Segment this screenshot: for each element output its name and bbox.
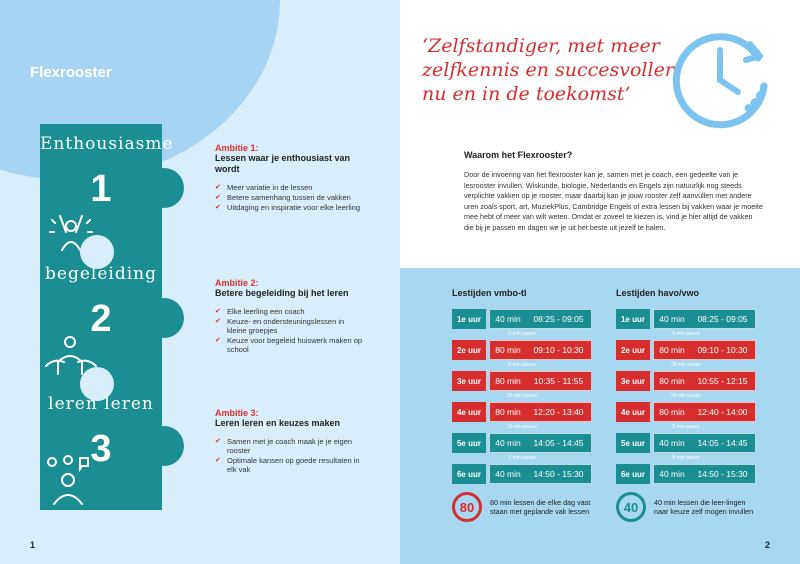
ambitie-2 [215,278,365,355]
slot-time [653,309,756,329]
list-item: ✔ Samen met je coach maak je je eigen rooster [215,437,365,455]
legend-text: 40 min lessen die leer-lingen naar keuze zelf mogen invullen [654,498,754,516]
clock-icon [668,22,778,132]
ambitie-list [215,437,365,474]
slot-label: 2e uur [616,340,650,360]
ambitie-list [215,183,365,212]
ambitie-3 [215,408,365,475]
pause-label: 25 min pauze [506,393,538,399]
table-row [616,309,756,329]
table-row [452,309,592,329]
slot-range: 14:50 - 15:30 [697,469,748,479]
ambitie-heading: Leren leren en keuzes maken [215,418,341,428]
schedule-title: Lestijden havo/vwo [616,288,700,298]
slot-minutes: 40 min [659,314,685,324]
ambitie-list [215,307,365,354]
slot-minutes: 80 min [495,376,521,386]
puzzle-title-3: leren leren [48,394,154,414]
list-item: ✔ Optimale kansen op goede resultaten in elk vak [215,456,365,474]
slot-time [489,402,592,422]
puzzle-title-1: Enthousiasme [40,134,174,154]
slot-minutes: 40 min [659,438,685,448]
ambitie-label: Ambitie 1: [215,143,259,153]
table-row [616,464,756,484]
slot-range: 08:25 - 09:05 [533,314,584,324]
page-number-left: 1 [30,540,36,550]
puzzle-number-1: 1 [90,168,112,210]
slot-time [489,340,592,360]
schedule-havo-vwo [616,288,756,522]
pull-quote: ‘Zelfstandiger, met meer zelfkennis en succesvoller nu en in de toekomst’ [422,35,674,105]
page-number-right: 2 [764,540,770,550]
slot-range: 14:05 - 14:45 [533,438,584,448]
slot-minutes: 40 min [659,469,685,479]
table-row [616,371,756,391]
list-item: ✔ Meer variatie in de lessen [215,183,365,192]
puzzle-piece-3 [40,384,162,510]
slot-time [653,464,756,484]
legend-80 [452,492,592,522]
waarom-heading: Waarom het Flexrooster? [464,150,573,160]
puzzle-title-2: begeleiding [45,264,157,284]
legend-40 [616,492,756,522]
pause-label: 25 min pauze [670,393,702,399]
puzzle-piece-1 [40,124,174,252]
list-item: ✔ Keuze- en ondersteuningslessen in kleine groepjes [215,317,365,335]
puzzle-number-2: 2 [90,298,112,340]
slot-range: 09:10 - 10:30 [533,345,584,355]
slot-time [653,371,756,391]
slot-label: 1e uur [452,309,486,329]
slot-range: 08:25 - 09:05 [697,314,748,324]
slot-range: 10:35 - 11:55 [533,376,584,386]
slot-range: 10:55 - 12:15 [697,376,748,386]
slot-minutes: 80 min [495,407,521,417]
slot-label: 5e uur [452,433,486,453]
puzzle-piece-2 [40,252,162,384]
slot-time [489,433,592,453]
slot-time [489,309,592,329]
pause-label: 5 min pauze [672,455,700,461]
slot-label: 5e uur [616,433,650,453]
puzzle-number-3: 3 [90,428,112,470]
list-item: ✔ Elke leerling een coach [215,307,365,316]
ambitie-heading: Betere begeleiding bij het leren [215,288,349,298]
pause-label: 5 min pauze [508,362,536,368]
table-row [616,433,756,453]
schedule-vmbo [452,288,592,522]
section-title: Flexrooster [30,64,112,81]
legend-text: 80 min lessen die elke dag vast staan met geplande vak lessen [490,498,591,516]
right-page [400,0,800,564]
schedule-title: Lestijden vmbo-tl [452,288,527,298]
ambitie-heading: Lessen waar je enthousiast van wordt [215,153,351,174]
slot-time [489,371,592,391]
schedule-section [400,268,800,564]
slot-minutes: 40 min [495,469,521,479]
slot-range: 12:40 - 14:00 [697,407,748,417]
table-row [616,340,756,360]
pause-label: 5 min pauze [508,331,536,337]
legend-40-icon: 40 [616,492,646,522]
thinking-person-icon [44,454,92,506]
slot-label: 3e uur [616,371,650,391]
pause-label: 25 min pauze [506,424,538,430]
table-row [452,371,592,391]
pause-label: 5 min pauze [672,331,700,337]
slot-range: 09:10 - 10:30 [697,345,748,355]
slot-range: 14:05 - 14:45 [697,438,748,448]
slot-minutes: 80 min [659,376,685,386]
slot-range: 14:50 - 15:30 [533,469,584,479]
slot-label: 4e uur [452,402,486,422]
table-row [616,402,756,422]
pause-label: 25 min pauze [670,362,702,368]
pause-label: 5 min pauze [672,424,700,430]
slot-minutes: 80 min [659,345,685,355]
slot-range: 12:20 - 13:40 [533,407,584,417]
slot-label: 6e uur [616,464,650,484]
slot-minutes: 40 min [495,438,521,448]
list-item: ✔ Uitdaging en inspiratie voor elke leerling [215,203,365,212]
slot-minutes: 80 min [495,345,521,355]
slot-time [653,340,756,360]
pause-label: 5 min pauze [508,455,536,461]
slot-minutes: 40 min [495,314,521,324]
table-row [452,340,592,360]
table-row [452,464,592,484]
slot-time [653,402,756,422]
table-row [452,402,592,422]
ambitie-label: Ambitie 2: [215,278,259,288]
legend-80-icon: 80 [452,492,482,522]
ambitie-1 [215,143,365,213]
slot-label: 3e uur [452,371,486,391]
slot-label: 1e uur [616,309,650,329]
list-item: ✔ Betere samenhang tussen de vakken [215,193,365,202]
slot-label: 6e uur [452,464,486,484]
waarom-text: Door de invoering van het flexrooster kan je, samen met je coach, een gedeelte van je lesrooster invullen. Wiskunde, biologie, Nederlands en Engels zijn natuurlijk nog steeds verplichte vakken op je rooster, maar daarbij kan je jouw rooster zelf aanvullen met andere uren zoals sport, art, MuziekPlus, Cambridge Engels of extra lessen bij vakken waar je moeite mee hebt of meer van wilt weten. Omdat er zoveel te kiezen is, vind je hier altijd de vakken die bij je passen en dagen we je uit het beste uit jezelf te halen. [464,170,763,232]
slot-time [489,464,592,484]
list-item: ✔ Keuze voor begeleid huiswerk maken op school [215,336,365,354]
slot-minutes: 80 min [659,407,685,417]
slot-label: 2e uur [452,340,486,360]
slot-label: 4e uur [616,402,650,422]
table-row [452,433,592,453]
ambitie-label: Ambitie 3: [215,408,259,418]
slot-time [653,433,756,453]
